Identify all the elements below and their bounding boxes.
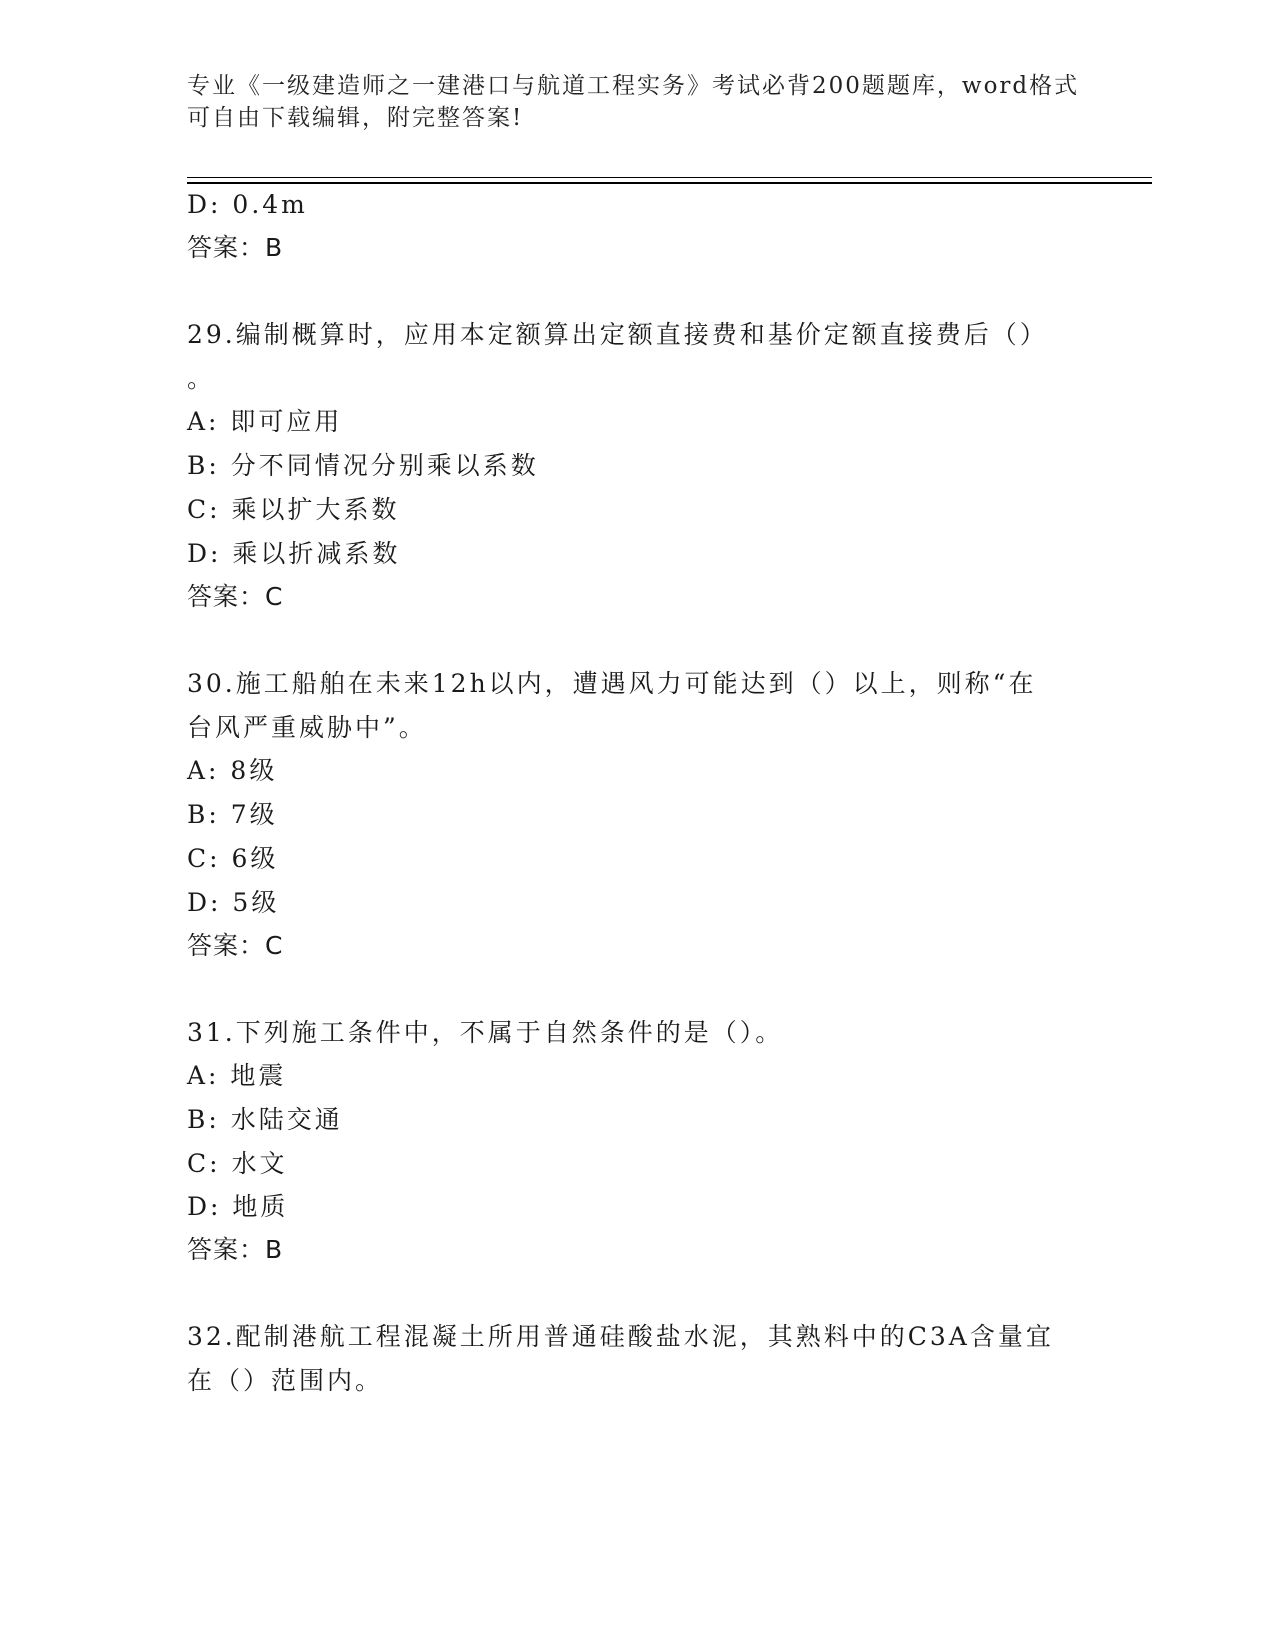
q31-stem-line-1: 31.下列施工条件中，不属于自然条件的是（）。 <box>187 1018 784 1047</box>
q29-option-d: D: 乘以折减系数 <box>187 539 401 568</box>
prev-answer: 答案：B <box>187 233 284 262</box>
q30-option-d: D: 5级 <box>187 888 280 917</box>
q29-option-b: B: 分不同情况分别乘以系数 <box>187 451 539 480</box>
q31-option-b: B: 水陆交通 <box>187 1105 343 1134</box>
q30-stem-line-2: 台风严重威胁中”。 <box>187 713 427 742</box>
q31-answer: 答案：B <box>187 1235 284 1264</box>
q32-stem-line-1: 32.配制港航工程混凝土所用普通硅酸盐水泥，其熟料中的C3A含量宜 <box>187 1322 1054 1351</box>
header-line-1: 专业《一级建造师之一建港口与航道工程实务》考试必背200题题库，word格式 <box>187 73 1080 99</box>
q30-option-b: B: 7级 <box>187 800 278 829</box>
q31-option-a: A: 地震 <box>187 1061 287 1090</box>
q29-answer: 答案：C <box>187 582 284 611</box>
page-header <box>187 70 1087 134</box>
q29-option-a: A: 即可应用 <box>187 407 343 436</box>
header-line-2: 可自由下载编辑，附完整答案! <box>187 105 524 131</box>
q29-option-c: C: 乘以扩大系数 <box>187 495 400 524</box>
q31-option-c: C: 水文 <box>187 1149 288 1178</box>
q29-stem-line-2: 。 <box>187 364 216 393</box>
q30-option-c: C: 6级 <box>187 844 279 873</box>
q29-stem-line-1: 29.编制概算时，应用本定额算出定额直接费和基价定额直接费后（） <box>187 320 1048 349</box>
q30-stem-line-1: 30.施工船舶在未来12h以内，遭遇风力可能达到（）以上，则称“在 <box>187 669 1037 698</box>
prev-option-d: D: 0.4m <box>187 190 308 219</box>
q32-stem-line-2: 在（）范围内。 <box>187 1366 384 1395</box>
header-rule-thick <box>187 182 1152 184</box>
header-rule-thin <box>187 177 1152 178</box>
q30-option-a: A: 8级 <box>187 756 278 785</box>
q30-answer: 答案：C <box>187 931 284 960</box>
q31-option-d: D: 地质 <box>187 1192 289 1221</box>
